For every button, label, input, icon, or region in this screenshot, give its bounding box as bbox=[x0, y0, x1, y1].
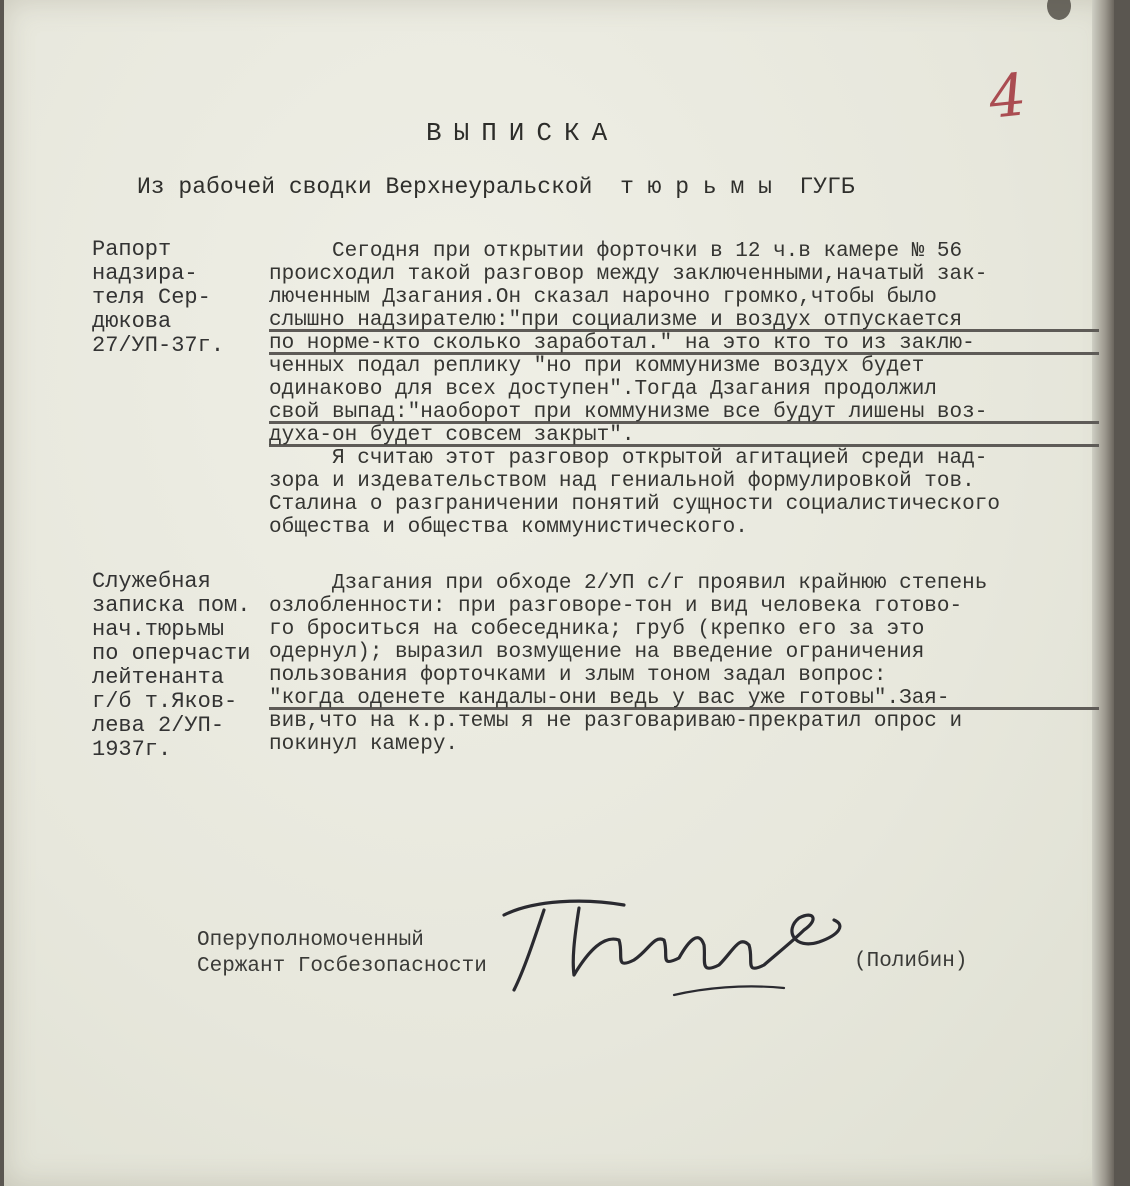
margin-line: надзира- bbox=[92, 261, 198, 286]
body-line: "когда оденете кандалы-они ведь у вас уже готовы".Зая- bbox=[269, 687, 1099, 710]
signatory-position bbox=[197, 928, 487, 980]
margin-note-memo bbox=[92, 570, 282, 762]
body-line: слышно надзирателю:"при социализме и воздух отпускается bbox=[269, 309, 1099, 332]
handwritten-signature bbox=[474, 880, 874, 1020]
punch-hole bbox=[1039, 0, 1079, 40]
body-line: вив,что на к.р.темы я не разговариваю-прекратил опрос и bbox=[269, 710, 963, 733]
body-line: Я считаю этот разговор открытой агитацией среди над- bbox=[269, 447, 988, 470]
body-line: Сталина о разграничении понятий сущности социалистического bbox=[269, 493, 1000, 516]
folio-number: 4 bbox=[985, 60, 1030, 132]
margin-line: записка пом. bbox=[92, 593, 251, 618]
margin-line: лейтенанта bbox=[92, 665, 225, 690]
body-line: по норме-кто сколько заработал." на это кто то из заклю- bbox=[269, 332, 1099, 355]
signatory-name: (Полибин) bbox=[854, 950, 968, 973]
body-line: духа-он будет совсем закрыт". bbox=[269, 424, 1099, 447]
margin-line: 27/УП-37г. bbox=[92, 333, 225, 358]
margin-line: теля Сер- bbox=[92, 285, 211, 310]
body-line: одинаково для всех доступен".Тогда Дзагания продолжил bbox=[269, 378, 937, 401]
body-line: зора и издевательством над гениальной формулировкой тов. bbox=[269, 470, 975, 493]
body-line: одернул); выразил возмущение на введение ограничения bbox=[269, 641, 925, 664]
document-sheet bbox=[4, 0, 1114, 1186]
margin-line: дюкова bbox=[92, 309, 172, 334]
margin-line: лева 2/УП- bbox=[92, 713, 225, 738]
margin-line: нач.тюрьмы bbox=[92, 617, 225, 642]
report-body bbox=[269, 240, 1099, 539]
body-line: пользования форточками и злым тоном задал вопрос: bbox=[269, 664, 887, 687]
margin-line: г/б т.Яков- bbox=[92, 689, 238, 714]
body-line: покинул камеру. bbox=[269, 733, 459, 756]
document-title: ВЫПИСКА bbox=[426, 118, 620, 148]
margin-line: 1937г. bbox=[92, 737, 172, 762]
signatory-rank-line: Сержант Госбезопасности bbox=[197, 955, 487, 978]
body-line: го броситься на собеседника; груб (крепко его за это bbox=[269, 618, 925, 641]
margin-line: Служебная bbox=[92, 569, 211, 594]
margin-note-report bbox=[92, 238, 282, 358]
signatory-title-line: Оперуполномоченный bbox=[197, 929, 424, 952]
body-line: Сегодня при открытии форточки в 12 ч.в камере № 56 bbox=[269, 240, 963, 263]
body-line: ченных подал реплику "но при коммунизме воздух будет bbox=[269, 355, 925, 378]
body-line: Дзагания при обходе 2/УП с/г проявил крайнюю степень bbox=[269, 572, 988, 595]
body-line: происходил такой разговор между заключенными,начатый зак- bbox=[269, 263, 988, 286]
body-line: люченным Дзагания.Он сказал нарочно громко,чтобы было bbox=[269, 286, 937, 309]
memo-body bbox=[269, 572, 1099, 756]
margin-line: по оперчасти bbox=[92, 641, 251, 666]
margin-line: Рапорт bbox=[92, 237, 172, 262]
body-line: свой выпад:"наоборот при коммунизме все будут лишены воз- bbox=[269, 401, 1099, 424]
body-line: озлобленности: при разговоре-тон и вид человека готово- bbox=[269, 595, 963, 618]
document-subtitle: Из рабочей сводки Верхнеуральской т ю р ь м ы ГУГБ bbox=[137, 174, 855, 200]
body-line: общества и общества коммунистического. bbox=[269, 516, 748, 539]
